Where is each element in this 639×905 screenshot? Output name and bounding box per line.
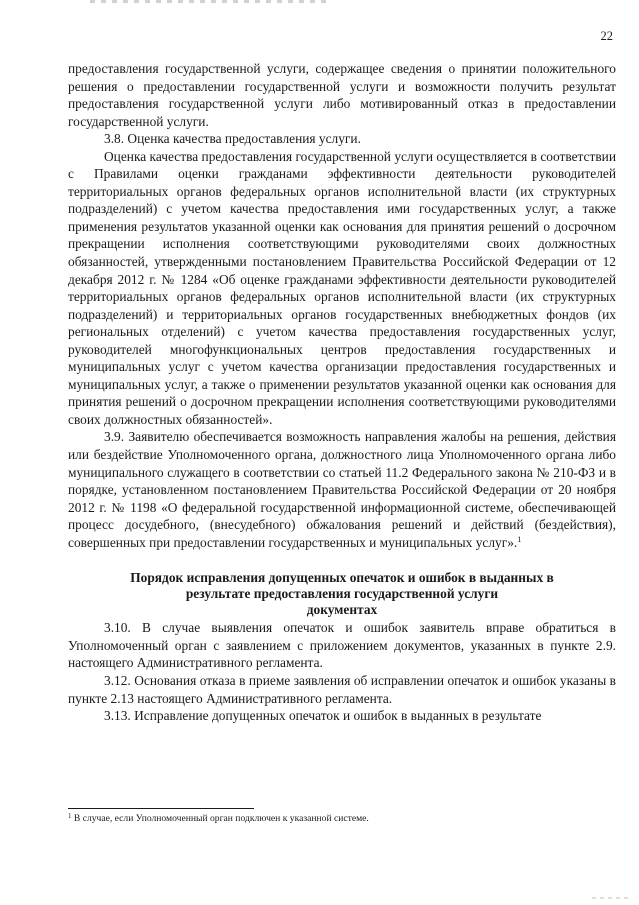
paragraph-3-8: 3.8. Оценка качества предоставления услуги.	[104, 131, 361, 147]
paragraph-3-9-text: 3.9. Заявителю обеспечивается возможность направления жалобы на решения, действия или бездействие Уполномоченного органа, должностного лица Уполномоченного органа либо муниципального служащего в соответствии со статьей 11.2 Федерального закона № 210-ФЗ и в порядке, установленном постановлением Правительства Российской Федерации от 20 ноября 2012 г. № 1198 «О федеральной государственной информационной системе, обеспечивающей процесс досудебного, (внесудебного) обжалования решений и действий (бездействия), совершенных при предоставлении государственных и муниципальных услуг».	[68, 429, 616, 550]
footnote-text: В случае, если Уполномоченный орган подключен к указанной системе.	[71, 813, 369, 824]
scan-artifact-bottom	[592, 897, 628, 899]
paragraph-3-10: 3.10. В случае выявления опечаток и ошибок заявитель вправе обратиться в Уполномоченный орган с заявлением с приложением документов, указанных в пункте 2.9. настоящего Административного регламента.	[68, 620, 616, 671]
section-heading: Порядок исправления допущенных опечаток и ошибок в выданных в результате предоставления государственной услуги документах	[130, 570, 554, 618]
footnote-separator	[68, 808, 254, 809]
paragraph-3-12: 3.12. Основания отказа в приеме заявления об исправлении опечаток и ошибок указаны в пункте 2.13 настоящего Административного регламента.	[68, 672, 616, 706]
page-number: 22	[600, 29, 613, 43]
paragraph-3-13: 3.13. Исправление допущенных опечаток и ошибок в выданных в результате	[104, 708, 542, 724]
paragraph-continuation: предоставления государственной услуги, содержащее сведения о принятии положительного решения о предоставлении государственной услуги и возможности получить результат предоставления государственной услуги либо мотивированный отказ в предоставлении государственной услуги.	[68, 61, 616, 129]
paragraph-3-9	[68, 428, 616, 551]
footnote-marker: 1	[68, 812, 72, 820]
footnote-reference: 1	[517, 533, 522, 544]
scan-artifact-top	[90, 0, 330, 3]
footnote	[68, 813, 616, 825]
document-body	[68, 60, 616, 725]
paragraph-quality-assessment: Оценка качества предоставления государственной услуги осуществляется в соответствии с Правилами оценки гражданами эффективности деятельности руководителей территориальных органов федеральных органов исполнительной власти (их структурных подразделений) с учетом качества предоставления ими государственных услуг, а также применения результатов указанной оценки как основания для принятия решений о досрочном прекращении исполнения соответствующими руководителями своих должностных обязанностей, утвержденными постановлением Правительства Российской Федерации от 12 декабря 2012 г. № 1284 «Об оценке гражданами эффективности деятельности руководителей территориальных органов федеральных органов исполнительной власти (их структурных подразделений) и территориальных органов государственных внебюджетных фондов (их региональных отделений) с учетом качества предоставления государственных услуг, руководителей многофункциональных центров предоставления государственных и муниципальных услуг с учетом качества организации предоставления государственных и муниципальных услуг, а также о применении результатов указанной оценки как основания для принятия решений о досрочном прекращении исполнения соответствующими руководителями своих должностных обязанностей».	[68, 148, 616, 427]
